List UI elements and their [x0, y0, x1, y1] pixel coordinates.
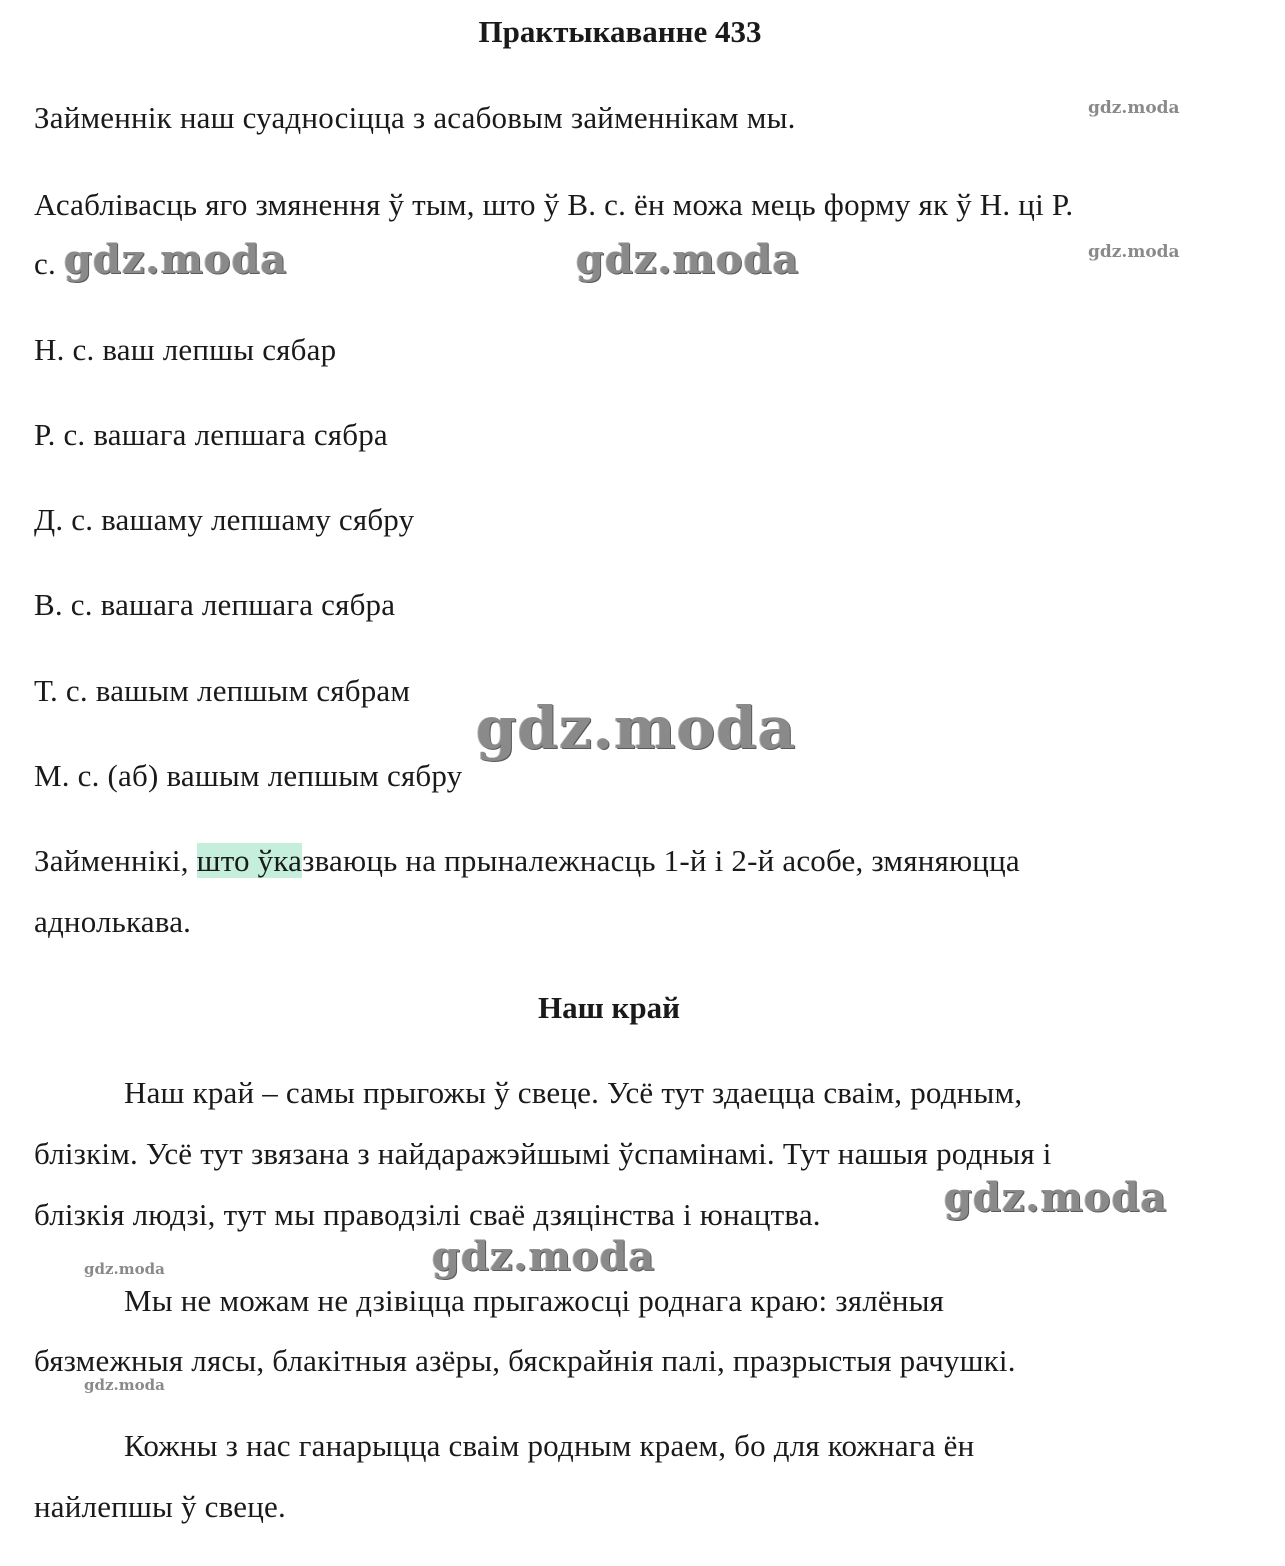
intro-line-1: Займеннік наш суадносіцца з асабовым займеннікам мы.	[34, 100, 796, 135]
case-locative: М. с. (аб) вашым лепшым сябру	[34, 758, 463, 793]
watermark-large: gdz.moda	[476, 694, 797, 762]
case-nominative: Н. с. ваш лепшы сябар	[34, 332, 337, 367]
case-genitive: Р. с. вашага лепшага сябра	[34, 417, 388, 452]
watermark-large: gdz.moda	[944, 1174, 1168, 1221]
essay-p1-line-3: блізкія людзі, тут мы праводзілі сваё дзяцінства і юнацтва.	[34, 1197, 821, 1232]
highlighted-text: што ўка	[196, 843, 303, 878]
watermark-large: gdz.moda	[64, 236, 288, 283]
watermark-small: gdz.moda	[1088, 98, 1180, 118]
intro-line-3: с.	[34, 246, 56, 281]
essay-p3-line-1: Кожны з нас ганарыцца сваім родным краем, бо для кожнага ён	[124, 1428, 975, 1463]
case-instrumental: Т. с. вашым лепшым сябрам	[34, 673, 411, 708]
conclusion-part-2: зваюць на прыналежнасць 1-й і 2-й асобе, змяняюцца	[302, 843, 1020, 878]
essay-p3-line-2: найлепшы ў свеце.	[34, 1489, 286, 1524]
watermark-large: gdz.moda	[432, 1233, 656, 1280]
watermark-small: gdz.moda	[84, 1376, 165, 1394]
intro-line-2: Асаблівасць яго змянення ў тым, што ў В. с. ён можа мець форму як ў Н. ці Р.	[34, 187, 1074, 222]
essay-p1-line-1: Наш край – самы прыгожы ў свеце. Усё тут здаецца сваім, родным,	[124, 1075, 1023, 1110]
essay-p2-line-2: бязмежныя лясы, блакітныя азёры, бяскрайнія палі, празрыстыя рачушкі.	[34, 1343, 1016, 1378]
conclusion-part-1: Займеннікі,	[34, 843, 197, 878]
case-accusative: В. с. вашага лепшага сябра	[34, 587, 396, 622]
conclusion-line-2: аднолькава.	[34, 904, 192, 939]
essay-p1-line-2: блізкім. Усё тут звязана з найдаражэйшымі ўспамінамі. Тут нашыя родныя і	[34, 1136, 1052, 1171]
watermark-large: gdz.moda	[576, 236, 800, 283]
page-title: Практыкаванне 433	[478, 14, 762, 49]
essay-p2-line-1: Мы не можам не дзівіцца прыгажосці роднага краю: зялёныя	[124, 1283, 945, 1318]
essay-title: Наш край	[538, 990, 680, 1025]
conclusion-line-1	[34, 843, 1020, 879]
watermark-small: gdz.moda	[1088, 242, 1180, 262]
watermark-small: gdz.moda	[84, 1260, 165, 1278]
case-dative: Д. с. вашаму лепшаму сябру	[34, 502, 415, 537]
